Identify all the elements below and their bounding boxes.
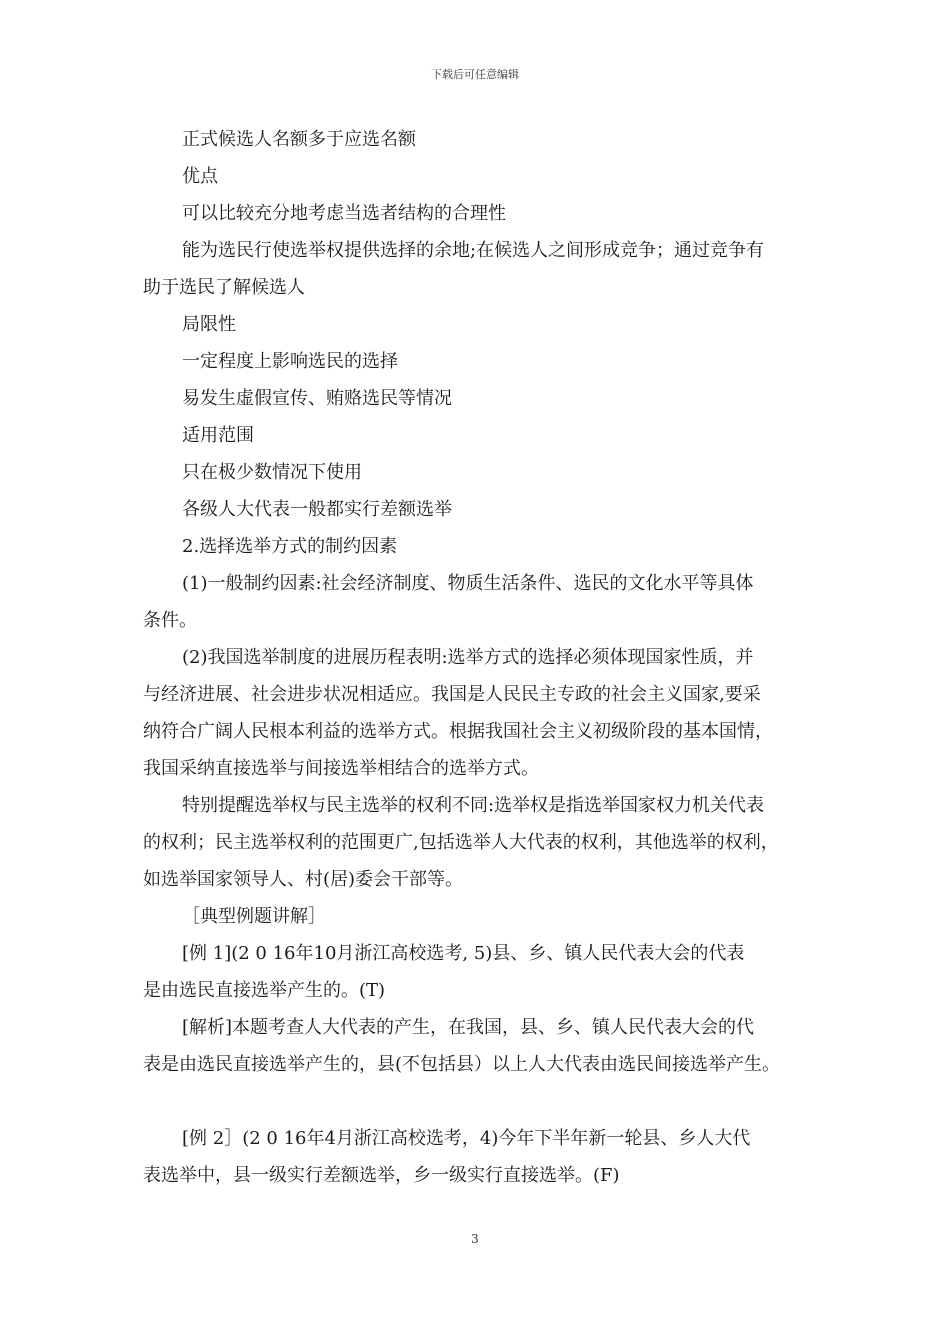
text-line: [例 2］(2 0 16年4月浙江高校选考，4)今年下半年新一轮县、乡人大代 [182, 1128, 751, 1149]
text-line: (1)一般制约因素:社会经济制度、物质生活条件、选民的文化水平等具体 [182, 573, 754, 594]
text-line: 正式候选人名额多于应选名额 [182, 129, 416, 150]
text-line: 适用范围 [182, 425, 254, 446]
text-line: 是由选民直接选举产生的。(T) [143, 980, 386, 1001]
text-line: 与经济进展、社会进步状况相适应。我国是人民民主专政的社会主义国家,要采 [143, 684, 761, 705]
text-line: 助于选民了解候选人 [143, 277, 305, 298]
text-line: 一定程度上影响选民的选择 [182, 351, 398, 372]
text-line: 的权利；民主选举权利的范围更广,包括选举人大代表的权利，其他选举的权利， [143, 832, 779, 853]
text-line: 只在极少数情况下使用 [182, 462, 362, 483]
section-heading: ［典型例题讲解］ [182, 906, 326, 927]
text-line: 易发生虚假宣传、贿赂选民等情况 [182, 388, 452, 409]
text-line: 特别提醒选举权与民主选举的权利不同:选举权是指选举国家权力机关代表 [182, 795, 765, 816]
text-line: 局限性 [182, 314, 236, 335]
text-line: 各级人大代表一般都实行差额选举 [182, 499, 452, 520]
page-header: 下载后可任意编辑 [431, 68, 519, 81]
text-line: 纳符合广阔人民根本利益的选举方式。根据我国社会主义初级阶段的基本国情， [143, 721, 773, 742]
text-line: 可以比较充分地考虑当选者结构的合理性 [182, 203, 506, 224]
text-line: [解析]本题考查人大代表的产生，在我国，县、乡、镇人民代表大会的代 [182, 1017, 755, 1038]
text-line: (2)我国选举制度的进展历程表明:选举方式的选择必须体现国家性质，并 [182, 647, 754, 668]
text-line: 条件。 [143, 610, 197, 631]
text-line: 优点 [182, 166, 218, 187]
paragraph-gap [143, 1083, 815, 1120]
text-line: 表是由选民直接选举产生的，县(不包括县）以上人大代表由选民间接选举产生。 [143, 1054, 781, 1075]
text-line: 表选举中，县一级实行差额选举，乡一级实行直接选举。(F) [143, 1165, 620, 1186]
document-body [143, 121, 815, 1194]
text-line: 我国采纳直接选举与间接选举相结合的选举方式。 [143, 758, 539, 779]
page-number: 3 [471, 1232, 479, 1246]
section-heading: 2.选择选举方式的制约因素 [182, 536, 398, 557]
text-line: 如选举国家领导人、村(居)委会干部等。 [143, 869, 464, 890]
text-line: 能为选民行使选举权提供选择的余地;在候选人之间形成竞争；通过竞争有 [182, 240, 765, 261]
text-line: [例 1](2 0 16年10月浙江高校选考, 5)县、乡、镇人民代表大会的代表 [182, 943, 745, 964]
